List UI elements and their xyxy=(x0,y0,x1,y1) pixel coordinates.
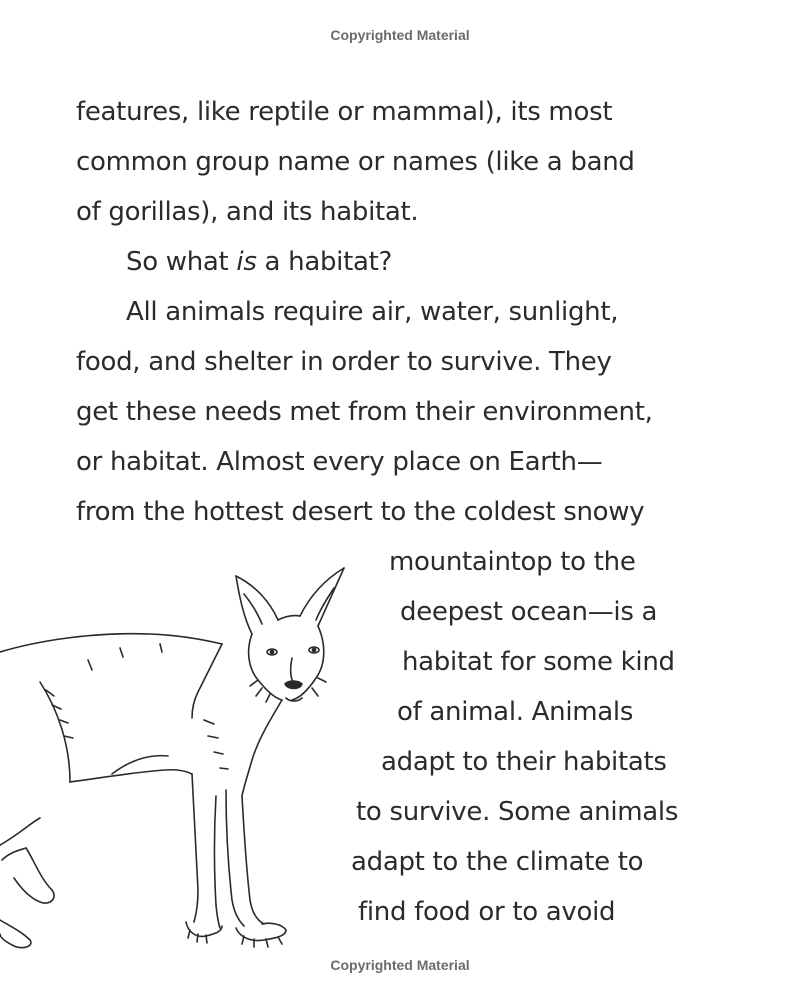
text-line: from the hottest desert to the coldest snowy xyxy=(76,497,645,527)
text-line: of gorillas), and its habitat. xyxy=(76,197,419,227)
emphasized-word: is xyxy=(236,247,257,277)
text-line: get these needs met from their environment, xyxy=(76,397,653,427)
text-line: common group name or names (like a band xyxy=(76,147,635,177)
text-line: find food or to avoid xyxy=(358,897,616,927)
question-suffix: a habitat? xyxy=(256,247,393,277)
question-prefix: So what xyxy=(126,247,237,277)
fox-illustration xyxy=(0,560,360,955)
text-line: food, and shelter in order to survive. They xyxy=(76,347,612,377)
copyright-watermark-bottom: Copyrighted Material xyxy=(330,957,470,973)
text-line-question xyxy=(126,244,392,280)
text-line: or habitat. Almost every place on Earth— xyxy=(76,447,603,477)
text-line: All animals require air, water, sunlight, xyxy=(126,297,619,327)
copyright-watermark-top: Copyrighted Material xyxy=(330,27,470,43)
text-line: of animal. Animals xyxy=(397,697,634,727)
text-line: deepest ocean—is a xyxy=(400,597,658,627)
text-line: to survive. Some animals xyxy=(356,797,679,827)
text-line: mountaintop to the xyxy=(389,547,636,577)
text-line: adapt to their habitats xyxy=(381,747,667,777)
text-line: habitat for some kind xyxy=(402,647,675,677)
text-line: features, like reptile or mammal), its most xyxy=(76,97,613,127)
text-line: adapt to the climate to xyxy=(351,847,644,877)
